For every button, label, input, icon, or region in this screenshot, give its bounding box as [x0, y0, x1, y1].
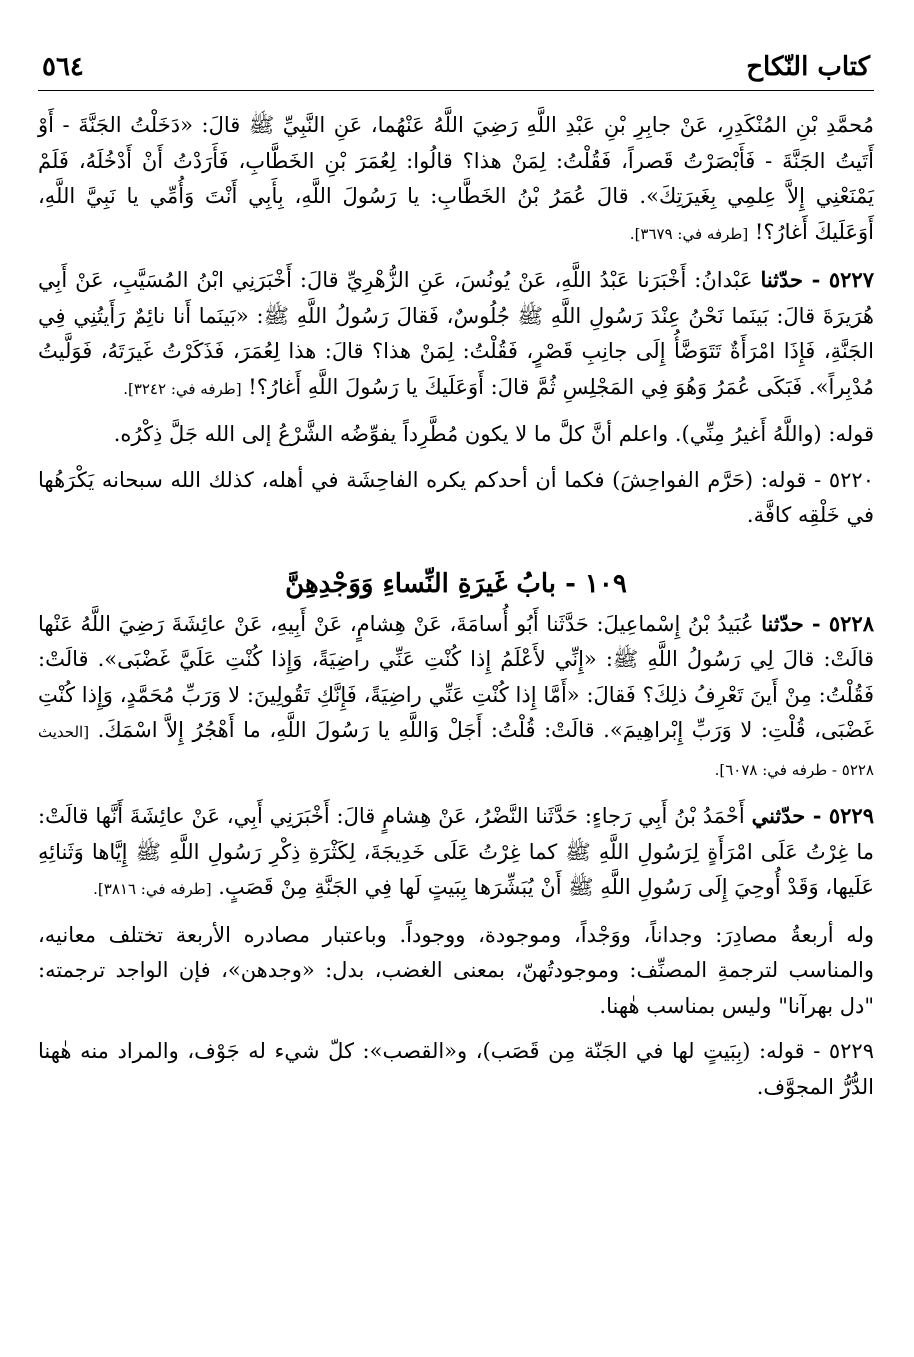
chapter-heading: ١٠٩ - بابُ غَيرَةِ النِّساءِ وَوَجْدِهِنَّ	[285, 568, 627, 599]
page-content	[38, 108, 874, 1115]
page-header	[38, 48, 874, 91]
commentary-text: ٥٢٢٩ - قوله: (بِبَيتٍ لها في الجَنّة مِن قَصَب)، و«القصب»: كلّ شيء له جَوْف، والمراد منه هٰهنا الدُّرُّ المجوَّف.	[38, 1039, 874, 1099]
hadith-reference: [طرفه في: ٣٨١٦].	[93, 880, 212, 898]
hadith-reference: [الحديث ٥٢٢٨ - طرفه في: ٦٠٧٨].	[38, 723, 874, 779]
hadith-text: مُحمَّدِ بْنِ المُنْكَدِرِ، عَنْ جابِرِ بْنِ عَبْدِ اللَّهِ رَضِيَ اللَّهُ عَنْهُما، عَنِ النَّبِيِّ ﷺ قالَ: «دَخَلْتُ الجَنَّةَ - أَوْ أَتَيتُ الجَنَّةَ - فَأَبْصَرْتُ قَصراً، فَقُلْتُ: لِمَنْ هذا؟ قالُوا: لِعُمَرَ بْنِ الخَطَّابِ، فَأَرَدْتُ أَنْ أَدْخُلَهُ، فَلَمْ يَمْنَعْنِي إِلاَّ عِلمِي بِغَيرَتِكَ». قالَ عُمَرُ بْنُ الخَطَّابِ: يا رَسُولَ اللَّهِ، بِأَبِي أَنْتَ وَأُمِّي يا نَبِيَّ اللَّهِ، أَوَعَلَيكَ أَغارُ؟!	[38, 113, 874, 244]
hadith-continuation	[38, 108, 874, 252]
hadith-text: عُبَيدُ بْنُ إِسْماعِيلَ: حَدَّثَنا أَبُو أُسامَةَ، عَنْ هِشامٍ، عَنْ أَبِيهِ، عَنْ عائِشَةَ رَضِيَ اللَّهُ عَنْها قالَتْ: قالَ لِي رَسُولُ اللَّهِ ﷺ: «إِنِّي لأَعْلَمُ إِذا كُنْتِ عَنِّي راضِيَةً، وَإِذا كُنْتِ عَلَيَّ غَضْبَى». قالَتْ: فَقُلْتُ: مِنْ أَينَ تَعْرِفُ ذلِكَ؟ فَقالَ: «أَمَّا إِذا كُنْتِ عَنِّي راضِيَةً، فَإِنَّكِ تَقُولِينَ: لا وَرَبِّ مُحَمَّدٍ، وَإِذا كُنْتِ غَضْبَى، قُلْتِ: لا وَرَبِّ إِبْراهِيمَ». قالَتْ: قُلْتُ: أَجَلْ وَاللَّهِ يا رَسُولَ اللَّهِ، ما أَهْجُرُ إِلاَّ اسْمَكَ.	[38, 611, 874, 742]
commentary-5229	[38, 1034, 874, 1105]
hadith-number: ٥٢٢٧ - حدّثنا	[760, 267, 874, 292]
commentary-text: وله أربعةُ مصادِرَ: وجداناً، ووَجْداً، وموجودة، ووجوداً. وباعتبار مصادره الأربعة تختلف معانيه، والمناسب لترجمةِ المصنِّف: وموجودتُهنّ، بمعنى الغضب، بدل: «وجدهن»، فإن الواجد ترجمته: "دل بهرآنا" وليس بمناسب هٰهنا.	[38, 922, 874, 1018]
hadith-5229	[38, 798, 874, 908]
hadith-reference: [طرفه في: ٣٢٤٢].	[123, 379, 242, 398]
hadith-text: عَبْدانُ: أَخْبَرَنا عَبْدُ اللَّهِ، عَنْ يُونُسَ، عَنِ الزُّهْرِيِّ قالَ: أَخْبَرَنِي ابْنُ المُسَيَّبِ، عَنْ أَبِي هُرَيرَةَ قالَ: بَينَما نَحْنُ عِنْدَ رَسُولِ اللَّهِ ﷺ جُلُوسٌ، فَقالَ رَسُولُ اللَّهِ ﷺ: «بَينَما أَنا نائِمٌ رَأَيتُنِي فِي الجَنَّةِ، فَإِذَا امْرَأَةٌ تَتَوَضَّأُ إِلَى جانِبِ قَصْرٍ، فَقُلْتُ: لِمَنْ هذا؟ قالَ: هذا لِعُمَرَ، فَذَكَرْتُ غَيرَتَهُ، فَوَلَّيتُ مُدْبِراً». فَبَكَى عُمَرُ وَهُوَ فِي المَجْلِسِ ثُمَّ قالَ: أَوَعَلَيكَ يا رَسُولَ اللَّهِ أَغارُ؟!	[38, 268, 874, 399]
commentary-text: قوله: (واللَّهُ أَغيرُ مِنِّي). واعلم أنَّ كلَّ ما لا يكون مُطَّرِداً يفوِّضُه الشَّرْعُ إلى الله جَلَّ ذِكْرُه.	[113, 422, 874, 446]
hadith-number: ٥٢٢٨ - حدّثنا	[761, 610, 874, 636]
book-title: كتاب النّكاح	[746, 52, 870, 82]
commentary-paragraph	[38, 417, 874, 453]
page-number: ٥٦٤	[42, 52, 84, 82]
commentary-text: ٥٢٢٠ - قوله: (حَرَّم الفواحِشَ) فكما أن أحدكم يكره الفاحِشَة في أهله، كذلك الله سبحانه يَكْرَهُها في خَلْقِه كافَّة.	[38, 467, 874, 527]
hadith-number: ٥٢٢٩ - حدّثني	[751, 803, 874, 828]
commentary-5220	[38, 463, 874, 534]
hadith-5228	[38, 606, 874, 789]
commentary-paragraph	[38, 918, 874, 1025]
hadith-text: أَحْمَدُ بْنُ أَبِي رَجاءٍ: حَدَّثَنا النَّضْرُ، عَنْ هِشامٍ قالَ: أَخْبَرَنِي أَبِي، عَنْ عائِشَةَ أَنَّها قالَتْ: ما غِرْتُ عَلَى امْرَأَةٍ لِرَسُولِ اللَّهِ ﷺ كما غِرْتُ عَلَى خَدِيجَةَ، لِكَثْرَةِ ذِكْرِ رَسُولِ اللَّهِ ﷺ إِيَّاها وَثَنائِهِ عَلَيها، وَقَدْ أُوحِيَ إِلَى رَسُولِ اللَّهِ ﷺ أَنْ يُبَشِّرَها بِبَيتٍ لَها فِي الجَنَّةِ مِنْ قَصَبٍ.	[38, 804, 874, 899]
hadith-reference: [طرفه في: ٣٦٧٩].	[629, 224, 749, 243]
hadith-5227	[38, 262, 874, 407]
